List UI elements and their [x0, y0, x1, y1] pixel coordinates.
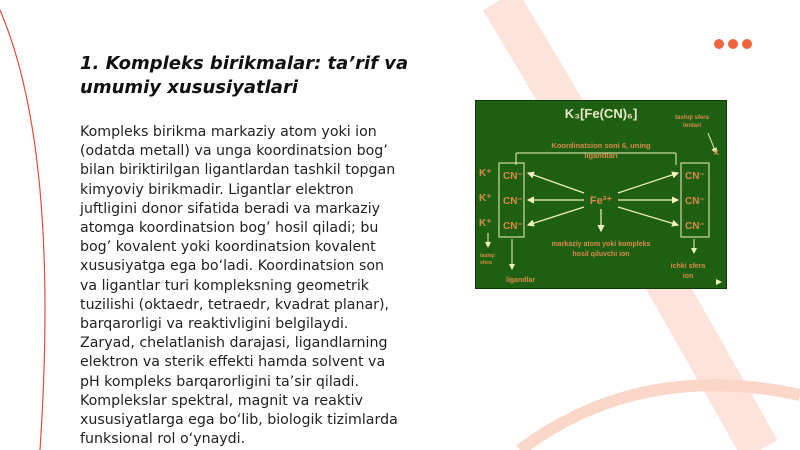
more-options-dots[interactable]	[714, 39, 752, 49]
formula: K₃[Fe(CN)₆]	[564, 106, 638, 121]
body-line: Komplekslar spektral, magnit va reaktiv	[80, 392, 363, 409]
body-line: Zaryad, chelatlanish darajasi, ligandlarning	[80, 335, 388, 352]
next-arrow-icon	[716, 279, 722, 285]
body-line: juftligini donor sifatida beradi va markaziy	[80, 200, 381, 217]
top-right-mark: K	[714, 150, 720, 157]
complex-diagram-image	[475, 100, 727, 289]
bond-arrow	[618, 173, 678, 193]
bond-arrow	[528, 173, 584, 193]
center-note-line: markaziy atom yoki kompleks	[551, 241, 651, 248]
bond-arrow	[618, 207, 678, 225]
center-ion: Fe³⁺	[589, 195, 613, 207]
k-ion-label: K⁺	[479, 218, 492, 229]
body-text	[80, 123, 420, 449]
cn-right-label: CN⁻	[685, 221, 705, 232]
coord-note-line: Koordinatsion soni 6, uning	[551, 141, 651, 150]
k-ion-label: K⁺	[479, 168, 492, 179]
body-line: bog’ kovalent yoki koordinatsion kovalent	[80, 239, 376, 256]
cn-left-label: CN⁻	[503, 221, 523, 232]
cn-left-label: CN⁻	[503, 171, 523, 182]
top-right-note-line: ionlari	[682, 123, 702, 129]
body-line: pH kompleks barqarorligini ta’sir qiladi.	[80, 373, 359, 390]
body-line: bilan biriktirilgan ligantlardan tashkil topgan	[80, 162, 396, 179]
bottom-label: ligandlar	[506, 277, 536, 284]
k-ion-label: K⁺	[479, 193, 492, 204]
body-line: funksional rol o‘ynaydi.	[80, 431, 246, 448]
dot-icon	[742, 39, 752, 49]
cn-left-label: CN⁻	[503, 196, 523, 207]
bottom-right-note-line: ichki sfera	[670, 263, 706, 270]
body-line: barqarorligi va reaktivligini belgilaydi.	[80, 316, 349, 333]
body-line: Kompleks birikma markaziy atom yoki ion	[80, 124, 377, 140]
center-note-line: hosil qiluvchi ion	[572, 251, 630, 258]
body-line: xususiyatga ega bo‘ladi. Koordinatsion son	[80, 258, 385, 275]
dot-icon	[728, 39, 738, 49]
body-line: elektron va sterik effekti hamda solvent va	[80, 354, 386, 371]
coord-note-line: ligandlari	[584, 151, 618, 160]
complex-diagram	[476, 101, 726, 288]
cn-right-label: CN⁻	[685, 171, 705, 182]
bottom-left-note-line: sfera	[480, 260, 492, 266]
body-line: va ligantlar turi kompleksning geometrik	[80, 277, 370, 294]
cn-right-label: CN⁻	[685, 196, 705, 207]
top-right-note-line: tashqi sfera	[675, 115, 709, 121]
bottom-left-note-line: tashqi	[480, 253, 495, 259]
body-line: xususiyatlarga ega bo‘lib, biologik tizimlarda	[80, 412, 398, 429]
body-line: (odatda metall) va unga koordinatsion bog’	[80, 143, 388, 160]
slide-title: 1. Kompleks birikmalar: ta’rif va umumiy xususiyatlari	[80, 53, 409, 98]
body-line: tuzilishi (oktaedr, tetraedr, kvadrat planar),	[80, 296, 390, 313]
dot-icon	[714, 39, 724, 49]
bond-arrow	[528, 207, 584, 225]
body-line: kimyoviy birikmadir. Ligantlar elektron	[80, 181, 354, 198]
body-line: atomga koordinatsion bog’ hosil qiladi; bu	[80, 220, 379, 237]
bottom-right-note-line: ion	[682, 273, 694, 280]
